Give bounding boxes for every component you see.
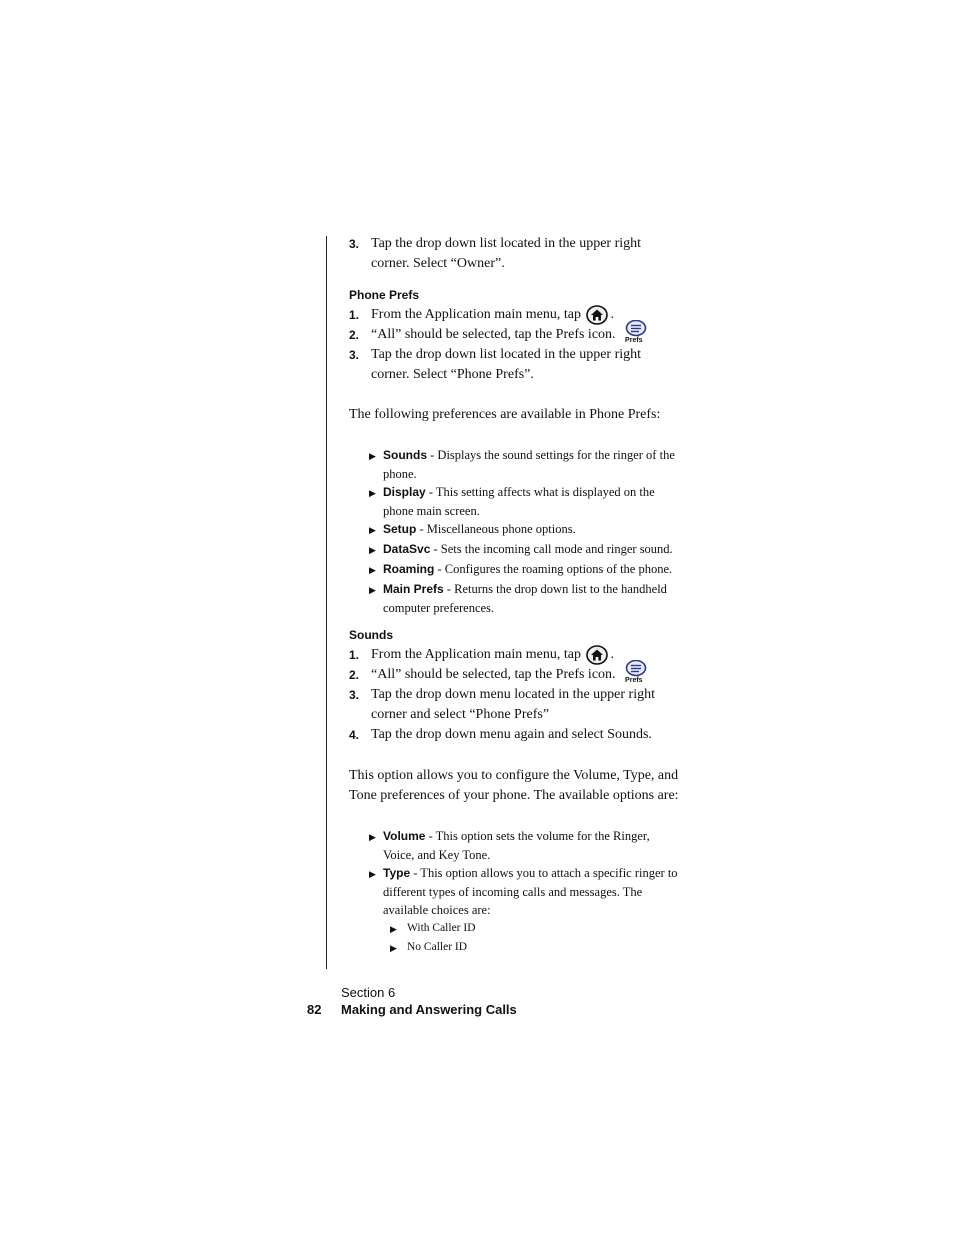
phone-prefs-options	[369, 446, 679, 617]
step-number: 3.	[349, 237, 360, 251]
list-item-text	[383, 483, 679, 520]
step-number: 1.	[349, 308, 360, 322]
choice-text: With Caller ID	[407, 921, 476, 934]
phone-prefs-heading: Phone Prefs	[349, 288, 420, 302]
option-term: Setup	[383, 522, 417, 537]
arrow-icon: ▶	[369, 545, 376, 556]
prefs-icon	[625, 660, 647, 684]
option-term: Roaming	[383, 562, 435, 577]
phone-prefs-step-3	[349, 345, 679, 385]
prefs-icon	[625, 320, 647, 344]
step-text: Tap the drop down menu located in the upper right corner and select “Phone Prefs”	[371, 687, 655, 723]
margin-rule	[326, 236, 327, 969]
sounds-step-4	[349, 725, 679, 745]
list-item	[369, 540, 679, 560]
step-text: “All” should be selected, tap the Prefs icon.	[371, 327, 616, 343]
list-item	[369, 520, 679, 540]
arrow-icon: ▶	[390, 923, 397, 934]
option-term: Volume	[383, 829, 426, 844]
arrow-icon: ▶	[369, 832, 376, 843]
arrow-icon: ▶	[390, 942, 397, 953]
step-suffix: .	[610, 647, 614, 663]
list-item	[369, 864, 679, 920]
list-item-text	[383, 864, 679, 920]
option-term: Type	[383, 866, 411, 881]
step-number: 2.	[349, 668, 360, 683]
step-text: Tap the drop down list located in the upper right corner. Select “Phone Prefs”.	[371, 347, 642, 383]
type-choices	[390, 920, 679, 958]
list-item-text	[383, 520, 576, 540]
list-item	[369, 560, 679, 580]
option-desc: - Returns the drop down list to the handheld computer preferences.	[383, 582, 667, 615]
prefs-icon-label: Prefs	[625, 337, 643, 344]
list-item	[369, 483, 679, 520]
step-number: 3.	[349, 688, 360, 703]
step-text-wrap	[371, 325, 679, 345]
option-desc: - Configures the roaming options of the phone.	[434, 562, 673, 577]
step-text: From the Application main menu, tap	[371, 307, 581, 323]
step-text: Tap the drop down menu again and select Sounds.	[371, 727, 652, 743]
option-desc: - This option sets the volume for the Ringer, Voice, and Key Tone.	[383, 829, 650, 862]
option-term: Sounds	[383, 448, 427, 463]
arrow-icon: ▶	[369, 565, 376, 576]
step-number: 4.	[349, 728, 360, 743]
step-number: 1.	[349, 648, 360, 663]
sounds-step-3	[349, 685, 679, 725]
sounds-heading: Sounds	[349, 628, 393, 643]
option-desc: - Sets the incoming call mode and ringer sound.	[430, 542, 673, 557]
choice-text: No Caller ID	[407, 940, 468, 953]
phone-prefs-intro: The following preferences are available in Phone Prefs:	[349, 407, 661, 423]
arrow-icon: ▶	[369, 451, 376, 462]
step-number: 2.	[349, 328, 360, 343]
list-item-text	[383, 540, 673, 560]
owner-step	[349, 234, 679, 274]
step-text-wrap	[371, 665, 679, 685]
page-content	[349, 234, 679, 958]
step-text: “All” should be selected, tap the Prefs icon.	[371, 667, 616, 683]
step-suffix: .	[610, 307, 614, 323]
list-item-text	[383, 580, 679, 617]
list-item	[390, 939, 679, 958]
footer-title: Making and Answering Calls	[341, 1002, 517, 1017]
option-term: Main Prefs	[383, 582, 444, 597]
option-desc: - This option allows you to attach a specific ringer to different types of incoming calls and messages. The available choices are:	[383, 866, 678, 918]
option-desc: - Displays the sound settings for the ringer of the phone.	[383, 448, 675, 481]
option-desc: - Miscellaneous phone options.	[416, 522, 576, 537]
home-icon	[586, 645, 608, 665]
prefs-icon-label: Prefs	[625, 677, 643, 685]
list-item-text	[383, 446, 679, 483]
list-item-text	[383, 827, 679, 864]
step-number: 3.	[349, 348, 360, 363]
home-icon	[586, 305, 608, 325]
arrow-icon: ▶	[369, 525, 376, 536]
sounds-intro: This option allows you to configure the Volume, Type, and Tone preferences of your phone. The available options are:	[349, 768, 679, 804]
footer-section: Section 6	[341, 985, 396, 1000]
list-item-text	[383, 560, 672, 580]
option-term: Display	[383, 485, 426, 500]
list-item	[390, 920, 679, 939]
arrow-icon: ▶	[369, 585, 376, 596]
list-item	[369, 446, 679, 483]
list-item	[369, 580, 679, 617]
step-text: From the Application main menu, tap	[371, 647, 581, 663]
phone-prefs-step-2	[349, 325, 679, 345]
option-desc: - This setting affects what is displayed on the phone main screen.	[383, 485, 655, 518]
sounds-options	[369, 827, 679, 920]
list-item	[369, 827, 679, 864]
page-number: 82	[307, 1002, 322, 1017]
step-text: Tap the drop down list located in the upper right corner. Select “Owner”.	[371, 236, 642, 271]
arrow-icon: ▶	[369, 488, 376, 499]
arrow-icon: ▶	[369, 869, 376, 880]
option-term: DataSvc	[383, 542, 431, 557]
sounds-step-2	[349, 665, 679, 685]
